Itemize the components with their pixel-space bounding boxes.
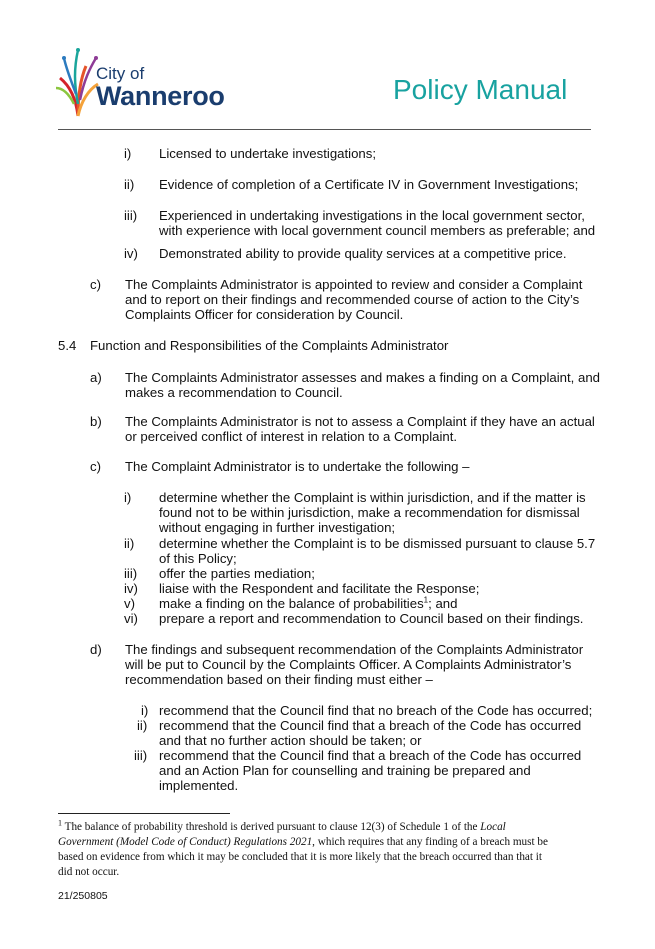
paragraph-text: makes a recommendation to Council. xyxy=(125,385,343,400)
list-item-text: with experience with local government council members as preferable; and xyxy=(159,223,596,238)
list-item-text: liaise with the Respondent and facilitate the Response; xyxy=(159,581,480,596)
list-item-text: and that no further action should be taken; or xyxy=(159,733,422,748)
list-label: i) xyxy=(124,490,132,505)
list-item-text: recommend that the Council find that no breach of the Code has occurred; xyxy=(159,703,593,718)
header-divider xyxy=(58,129,591,130)
list-label: iv) xyxy=(124,246,138,261)
logo-city-of-text: City of xyxy=(96,64,145,83)
footnote-line: based on evidence from which it may be concluded that it is more likely that the breach occurred than that it xyxy=(58,851,543,863)
list-item-text: of this Policy; xyxy=(159,551,237,566)
paragraph-text: The Complaints Administrator assesses and makes a finding on a Complaint, and xyxy=(125,370,600,385)
footnote-line: , which requires that any finding of a breach must be xyxy=(312,836,548,848)
list-item-text: Experienced in undertaking investigations in the local government sector, xyxy=(159,208,585,223)
list-label: iii) xyxy=(124,208,138,223)
paragraph-text: Complaints Officer for consideration by Council. xyxy=(125,307,404,322)
list-item-text: determine whether the Complaint is within jurisdiction, and if the matter is xyxy=(159,490,586,505)
paragraph-text: The Complaints Administrator is not to assess a Complaint if they have an actual xyxy=(125,414,595,429)
footnote-italic: Local xyxy=(480,821,506,833)
list-item-text: determine whether the Complaint is to be dismissed pursuant to clause 5.7 xyxy=(159,536,596,551)
paragraph-text: and to report on their findings and recommended course of action to the City’s xyxy=(125,292,580,307)
paragraph-text: The Complaint Administrator is to undertake the following – xyxy=(125,459,470,474)
section-heading: Function and Responsibilities of the Complaints Administrator xyxy=(90,338,449,353)
logo-wanneroo-text: Wanneroo xyxy=(96,81,225,111)
footnote-line: did not occur. xyxy=(58,866,120,878)
list-item-text: implemented. xyxy=(159,778,239,793)
list-item-text: Licensed to undertake investigations; xyxy=(159,146,377,161)
document-id: 21/250805 xyxy=(58,890,108,902)
footnote-marker: 1 xyxy=(58,818,62,828)
list-label: c) xyxy=(90,277,101,292)
footnote-reference[interactable]: 1 xyxy=(423,595,429,605)
list-label: d) xyxy=(90,642,102,657)
list-label: v) xyxy=(124,596,135,611)
paragraph-text: or perceived conflict of interest in relation to a Complaint. xyxy=(125,429,458,444)
list-label: iv) xyxy=(124,581,138,596)
list-item-text-tail: ; and xyxy=(428,596,458,611)
list-item-text: Evidence of completion of a Certificate IV in Government Investigations; xyxy=(159,177,579,192)
list-item-text: found not to be within jurisdiction, make a recommendation for dismissal xyxy=(159,505,580,520)
footnote-divider xyxy=(58,813,230,814)
list-item-text: without engaging in further investigation; xyxy=(159,520,396,535)
paragraph-text: recommendation based on their finding must either – xyxy=(125,672,433,687)
paragraph-text: will be put to Council by the Complaints Officer. A Complaints Administrator’s xyxy=(125,657,572,672)
list-item-text: offer the parties mediation; xyxy=(159,566,315,581)
list-item-text-main: make a finding on the balance of probabilities xyxy=(159,596,424,611)
list-item-text: Demonstrated ability to provide quality services at a competitive price. xyxy=(159,246,567,261)
list-label: vi) xyxy=(124,611,138,626)
list-label: ii) xyxy=(124,536,135,551)
list-label: c) xyxy=(90,459,101,474)
footnote-text xyxy=(58,835,548,850)
list-item-text: recommend that the Council find that a breach of the Code has occurred xyxy=(159,748,582,763)
list-label: ii) xyxy=(137,718,148,733)
list-label: b) xyxy=(90,414,102,429)
list-label: i) xyxy=(141,703,149,718)
list-item-text xyxy=(159,596,457,612)
list-label: a) xyxy=(90,370,102,385)
list-label: iii) xyxy=(134,748,148,763)
footnote-italic: Government (Model Code of Conduct) Regulations 2021 xyxy=(58,836,313,848)
list-label: ii) xyxy=(124,177,135,192)
list-label: i) xyxy=(124,146,132,161)
footnote-line: The balance of probability threshold is derived pursuant to clause 12(3) of Schedule 1 of the xyxy=(64,821,481,833)
city-of-wanneroo-logo xyxy=(56,44,256,120)
list-item-text: prepare a report and recommendation to Council based on their findings. xyxy=(159,611,584,626)
paragraph-text: The findings and subsequent recommendation of the Complaints Administrator xyxy=(125,642,584,657)
footnote-text xyxy=(58,820,506,835)
section-number: 5.4 xyxy=(58,338,77,353)
wanneroo-logo-icon xyxy=(56,44,100,118)
page-title: Policy Manual xyxy=(393,74,568,105)
paragraph-text: The Complaints Administrator is appointed to review and consider a Complaint xyxy=(125,277,583,292)
list-label: iii) xyxy=(124,566,138,581)
list-item-text: and an Action Plan for counselling and training be prepared and xyxy=(159,763,531,778)
list-item-text: recommend that the Council find that a breach of the Code has occurred xyxy=(159,718,582,733)
